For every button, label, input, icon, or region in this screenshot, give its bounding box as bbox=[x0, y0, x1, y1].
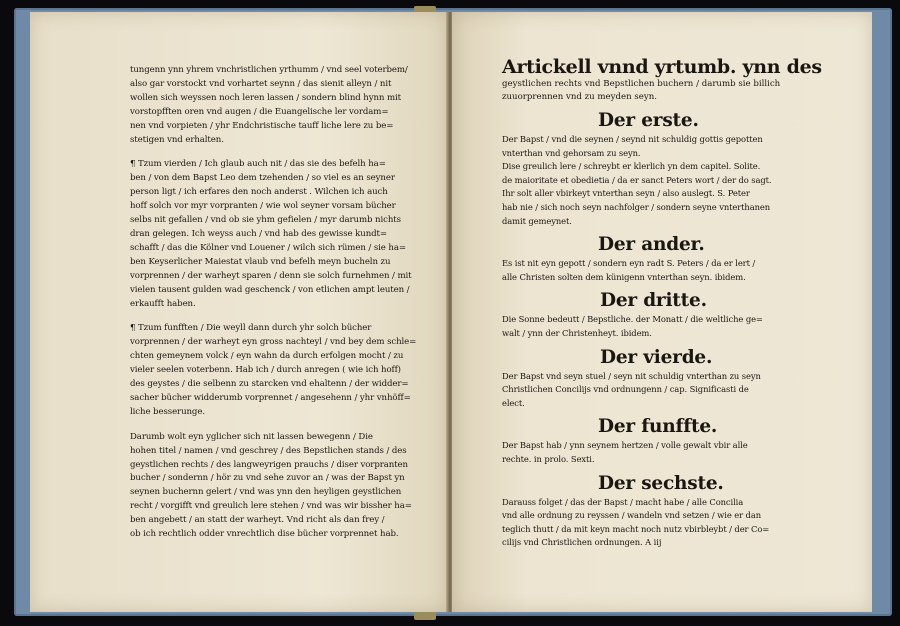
article-section bbox=[502, 415, 844, 466]
text-line: seynen buchernn gelert / vnd was ynn den heyligen geystlichen bbox=[130, 487, 402, 498]
article-line: Die Sonne bedeutt / Bepstliche. der Monatt / die weltliche ge= bbox=[502, 314, 763, 325]
text-line: geystlichen rechts / des langweyrigen prauchs / diser vorpranten bbox=[130, 459, 408, 470]
article-line: hab nie / sich noch seyn nachfolger / sondern seyne vnterthanen bbox=[502, 201, 771, 212]
text-line: hohen titel / namen / vnd geschrey / des Bepstlichen stands / des bbox=[130, 445, 407, 456]
paragraph-gap bbox=[130, 420, 448, 431]
text-line: des geystes / die selbenn zu starcken vnd ehaltenn / der widder= bbox=[130, 379, 409, 390]
article-heading: Der ander. bbox=[598, 234, 705, 256]
text-line: recht / vorgifft vnd greulich lere stehen / vnd was wir bissher ha= bbox=[130, 501, 412, 512]
right-page-text bbox=[502, 56, 844, 550]
text-line: vorprennen / der warheyt eyn gross nachteyl / vnd bey dem schle= bbox=[130, 337, 417, 348]
article-line: rechte. in prolo. Sexti. bbox=[502, 453, 595, 464]
text-line: erkaufft haben. bbox=[130, 298, 196, 309]
article-line: alle Christen solten dem künigenn vnterthan seyn. ibidem. bbox=[502, 271, 746, 282]
text-line: vielen tausent gulden wad geschenck / von etlichen ampt leuten / bbox=[130, 284, 410, 295]
text-line: person ligt / ich erfares den noch anderst . Wilchen ich auch bbox=[130, 187, 388, 198]
text-line: chten gemeynem volck / eyn wahn da durch erfolgen mocht / zu bbox=[130, 351, 404, 362]
article-line: walt / ynn der Christenheyt. ibidem. bbox=[502, 327, 652, 338]
text-line: Darumb wolt eyn yglicher sich nit lassen bewegenn / Die bbox=[130, 431, 373, 442]
text-line: ben Keyserlicher Maiestat vlaub vnd befelh meyn bucheln zu bbox=[130, 256, 391, 267]
article-list bbox=[502, 109, 844, 550]
article-line: damit gemeynet. bbox=[502, 215, 572, 226]
text-line: liche besserunge. bbox=[130, 406, 205, 417]
left-paragraph bbox=[130, 322, 448, 419]
article-line: vnterthan vnd gehorsam zu seyn. bbox=[502, 147, 641, 158]
article-section bbox=[502, 289, 844, 340]
article-line: Der Bapst hab / ynn seynem hertzen / volle gewalt vbir alle bbox=[502, 440, 748, 451]
text-line: vieler seelen voterbenn. Hab ich / durch anregen ( wie ich hoff) bbox=[130, 365, 401, 376]
article-section bbox=[502, 472, 844, 550]
left-paragraph bbox=[130, 158, 448, 311]
article-line: cilijs vnd Christlichen ordnungen. A iij bbox=[502, 537, 662, 548]
text-line: ¶ Tzum funfften / Die weyll dann durch yhr solch bücher bbox=[130, 323, 372, 334]
article-line: Es ist nit eyn gepott / sondern eyn radt S. Peters / da er lert / bbox=[502, 258, 756, 269]
article-section bbox=[502, 109, 844, 228]
article-line: Dise greulich lere / schreybt er klerlich yn dem capitel. Solite. bbox=[502, 161, 761, 172]
text-line: ben / von dem Bapst Leo dem tzehenden / so viel es an seyner bbox=[130, 173, 395, 184]
paragraph-gap bbox=[130, 311, 448, 322]
left-page bbox=[30, 12, 448, 612]
article-line: Der Bapst vnd seyn stuel / seyn nit schuldig vnterthan zu seyn bbox=[502, 370, 761, 381]
right-page-subtitle bbox=[502, 78, 844, 104]
article-line: Der Bapst / vnd die seynen / seynd nit schuldig gottis gepotten bbox=[502, 134, 763, 144]
article-heading: Der erste. bbox=[598, 110, 699, 131]
text-line: dran gelegen. Ich weyss auch / vnd hab des gewisse kundt= bbox=[130, 228, 387, 239]
text-line: ben angebett / an statt der warheyt. Vnd richt als dan frey / bbox=[130, 515, 385, 526]
article-line: de maioritate et obedietia / da er sanct Peters wort / der do sagt. bbox=[502, 174, 772, 185]
article-heading: Der vierde. bbox=[600, 346, 713, 368]
text-line: vorstopfften oren vnd augen / die Euangelische ler vordam= bbox=[130, 106, 389, 117]
text-line: sacher bücher widderumb vorprennet / angesehenn / yhr vnhöff= bbox=[130, 392, 411, 403]
text-line: schafft / das die Kölner vnd Louener / wilch sich rümen / sie ha= bbox=[130, 242, 406, 253]
subtitle-line: zuuorprennen vnd zu meyden seyn. bbox=[502, 92, 657, 102]
article-line: teglich thutt / da mit keyn macht noch nutz vbirbleybt / der Co= bbox=[502, 523, 770, 534]
text-line: stetigen vnd erhalten. bbox=[130, 134, 224, 145]
article-line: Darauss folget / das der Bapst / macht habe / alle Concilia bbox=[502, 496, 744, 507]
article-line: vnd alle ordnung zu reyssen / wandeln vnd setzen / wie er dan bbox=[502, 510, 762, 521]
text-line: bucher / sondernn / hör zu vnd sehe zuvor an / was der Bapst yn bbox=[130, 473, 405, 484]
right-page-title: Artickell vnnd yrtumb. ynn des bbox=[502, 56, 822, 78]
subtitle-line: geystlichen rechts vnd Bepstlichen buchern / darumb sie billich bbox=[502, 79, 781, 89]
text-line: ob ich rechtlich odder vnrechtlich dise bücher vorprennet hab. bbox=[130, 529, 399, 540]
article-line: Christlichen Concilijs vnd ordnungenn / cap. Significasti de bbox=[502, 384, 749, 395]
article-line: Ihr solt aller vbirkeyt vnterthan seyn / also auslegt. S. Peter bbox=[502, 188, 750, 199]
article-heading: Der funffte. bbox=[598, 416, 718, 438]
article-section bbox=[502, 346, 844, 411]
left-paragraph bbox=[130, 64, 448, 147]
article-heading: Der sechste. bbox=[598, 472, 724, 494]
text-line: also gar vorstockt vnd vorhartet seynn / das sienit alleyn / nit bbox=[130, 78, 392, 89]
text-line: hoff solch vor myr vorpranten / wie wol seyner vorsam bücher bbox=[130, 201, 396, 212]
article-heading: Der dritte. bbox=[600, 290, 707, 312]
text-line: tungenn ynn yhrem vnchristlichen yrthumm / vnd seel voterbem/ bbox=[130, 65, 408, 75]
text-line: nen vnd vorpieten / yhr Endchristische tauff liche lere zu be= bbox=[130, 120, 394, 131]
article-section bbox=[502, 233, 844, 284]
text-line: wollen sich weyssen noch leren lassen / sondern blind hynn mit bbox=[130, 92, 402, 103]
text-line: vorprennen / der warheyt sparen / denn sie solch furnehmen / mit bbox=[130, 270, 412, 281]
left-paragraph bbox=[130, 431, 448, 542]
text-line: ¶ Tzum vierden / Ich glaub auch nit / das sie des befelh ha= bbox=[130, 159, 386, 170]
paragraph-gap bbox=[130, 147, 448, 158]
right-page bbox=[452, 12, 872, 612]
left-page-text bbox=[130, 64, 448, 542]
text-line: selbs nit gefallen / vnd ob sie yhm gefielen / myr darumb nichts bbox=[130, 215, 401, 226]
article-line: elect. bbox=[502, 397, 525, 408]
